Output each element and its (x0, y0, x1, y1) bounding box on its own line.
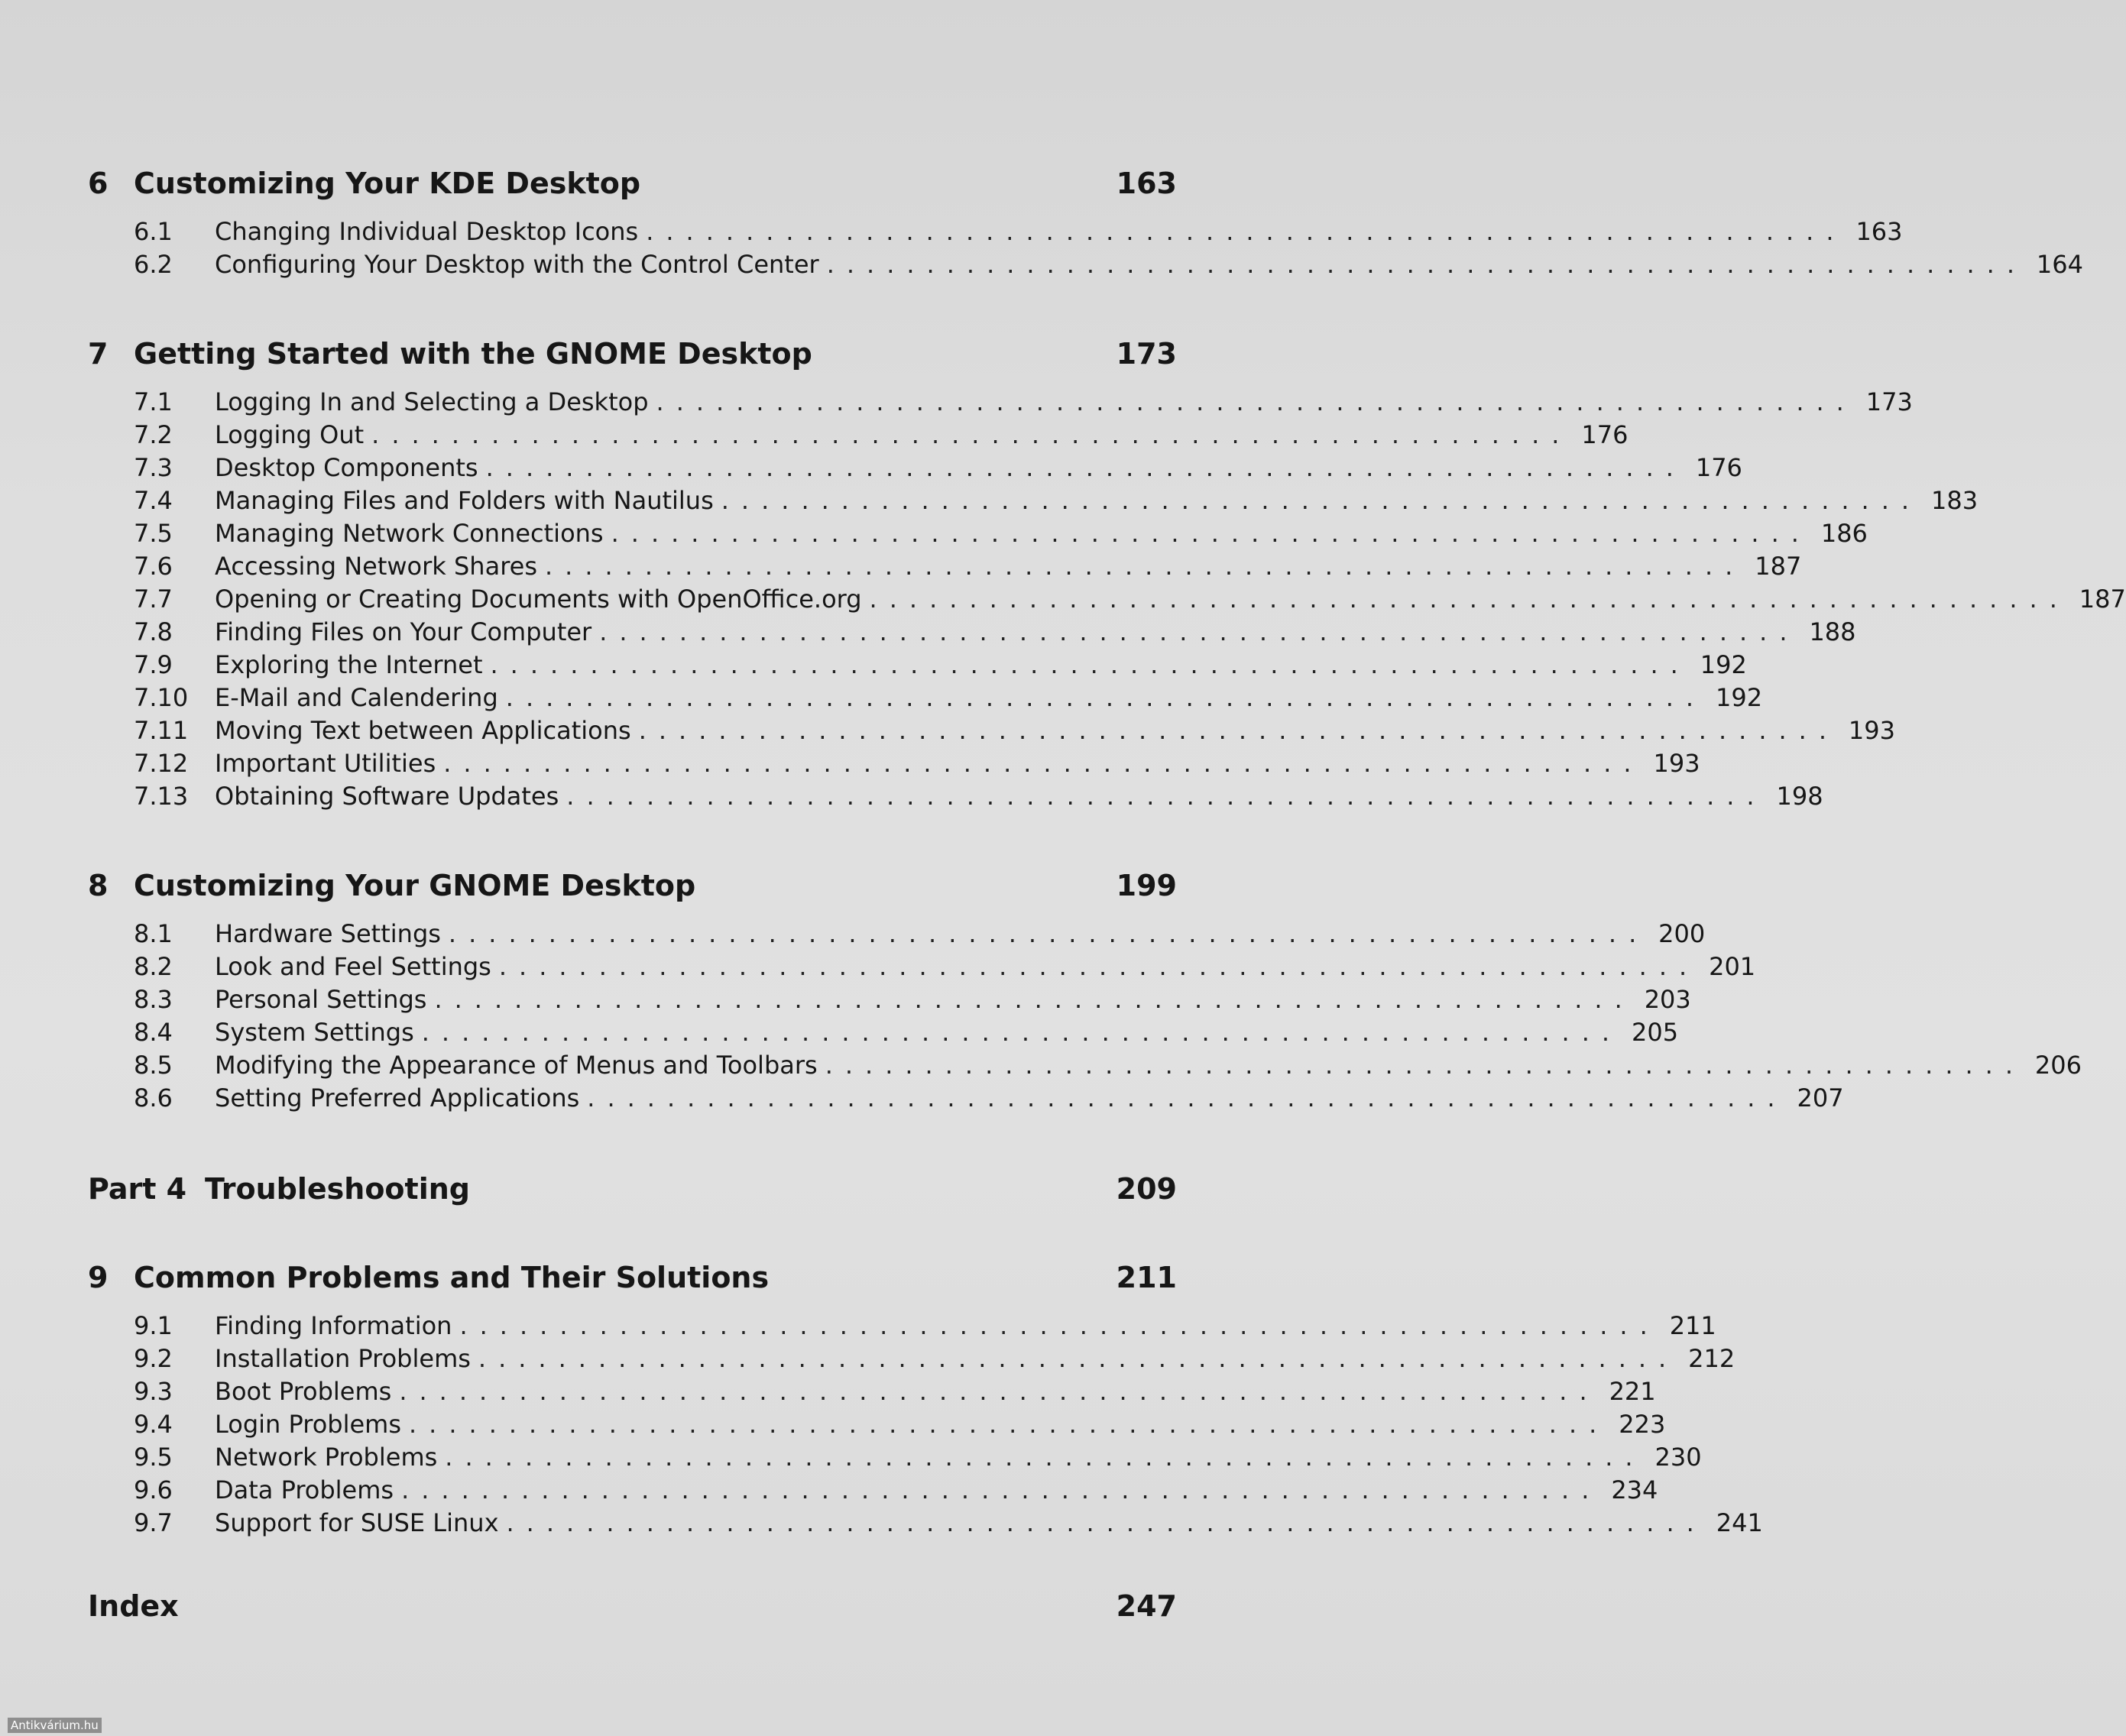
section-title: Modifying the Appearance of Menus and Toolbars (215, 1051, 818, 1080)
dot-leader: ............................................................ (611, 519, 1811, 548)
toc-entry (88, 649, 1747, 682)
dot-leader: ............................................................ (506, 1508, 1706, 1537)
dot-leader: ............................................................ (459, 1311, 1660, 1340)
section-page: 164 (2036, 250, 2083, 279)
section-title: Moving Text between Applications (215, 716, 631, 745)
section-title: Exploring the Internet (215, 650, 483, 679)
chapter-number: 6 (88, 167, 109, 200)
dot-leader: ............................................................ (490, 650, 1690, 679)
dot-leader: ............................................................ (434, 985, 1635, 1014)
dot-leader: ............................................................ (638, 716, 1839, 745)
section-number: 6.2 (134, 250, 173, 279)
toc-entry (88, 215, 1903, 248)
toc-entry (88, 1082, 1844, 1115)
section-number: 8.3 (134, 985, 173, 1014)
chapter-6 (88, 167, 2083, 281)
section-page: 230 (1654, 1443, 1702, 1472)
section-title: Data Problems (215, 1475, 394, 1504)
section-number: 7.6 (134, 552, 173, 581)
section-page: 201 (1709, 952, 1756, 981)
toc-entry (88, 452, 1742, 484)
chapter-title: Customizing Your KDE Desktop (134, 167, 641, 200)
chapter-7 (88, 337, 2126, 813)
section-page: 193 (1653, 749, 1700, 778)
section-page: 205 (1631, 1018, 1679, 1047)
section-page: 192 (1716, 683, 1763, 712)
watermark: Antikvárium.hu (8, 1718, 102, 1733)
section-page: 223 (1619, 1410, 1666, 1439)
section-number: 7.12 (134, 749, 189, 778)
dot-leader: ............................................................ (448, 919, 1649, 948)
dot-leader: ............................................................ (826, 250, 2027, 279)
toc-entry (88, 780, 1823, 813)
section-number: 7.2 (134, 420, 173, 449)
toc-entry (88, 714, 1895, 747)
toc-entry (88, 918, 1706, 951)
toc-entry (88, 983, 1691, 1016)
toc-entry (88, 517, 1868, 550)
part-4-heading (88, 1172, 1177, 1206)
section-title: Boot Problems (215, 1377, 392, 1406)
chapter-title: Customizing Your GNOME Desktop (134, 869, 696, 902)
chapter-page: 173 (1116, 337, 1177, 371)
section-page: 187 (2079, 585, 2126, 614)
section-number: 7.13 (134, 782, 189, 811)
section-title: Login Problems (215, 1410, 401, 1439)
dot-leader: ............................................................ (869, 585, 2069, 614)
section-title: Important Utilities (215, 749, 436, 778)
section-title: Support for SUSE Linux (215, 1508, 499, 1537)
chapter-number: 8 (88, 869, 109, 902)
section-title: Desktop Components (215, 453, 478, 482)
part-title: Troubleshooting (205, 1172, 470, 1206)
section-number: 8.4 (134, 1018, 173, 1047)
chapter-8 (88, 869, 2082, 1115)
section-number: 7.11 (134, 716, 189, 745)
chapter-9 (88, 1261, 1763, 1540)
section-number: 9.3 (134, 1377, 173, 1406)
section-title: Look and Feel Settings (215, 952, 491, 981)
section-page: 193 (1848, 716, 1895, 745)
section-number: 8.6 (134, 1083, 173, 1113)
section-number: 8.1 (134, 919, 173, 948)
section-page: 203 (1644, 985, 1691, 1014)
section-page: 211 (1669, 1311, 1716, 1340)
section-list (88, 918, 2082, 1115)
dot-leader: ............................................................ (498, 952, 1700, 981)
section-title: Network Problems (215, 1443, 438, 1472)
section-number: 7.5 (134, 519, 173, 548)
toc-entry (88, 1342, 1735, 1375)
section-number: 7.3 (134, 453, 173, 482)
section-title: Managing Files and Folders with Nautilus (215, 486, 714, 515)
toc-entry (88, 550, 1802, 583)
section-number: 8.2 (134, 952, 173, 981)
dot-leader: ............................................................ (401, 1475, 1602, 1504)
dot-leader: ............................................................ (599, 617, 1800, 646)
chapter-number: 9 (88, 1261, 109, 1294)
section-title: Finding Information (215, 1311, 452, 1340)
part-label: Part 4 (88, 1172, 187, 1206)
section-list (88, 386, 2126, 813)
toc-entry (88, 1016, 1679, 1049)
section-title: Setting Preferred Applications (215, 1083, 580, 1113)
toc-entry (88, 682, 1763, 714)
section-page: 176 (1581, 420, 1629, 449)
section-number: 9.5 (134, 1443, 173, 1472)
section-number: 9.6 (134, 1475, 173, 1504)
section-page: 187 (1755, 552, 1802, 581)
toc-entry (88, 419, 1629, 452)
section-page: 207 (1797, 1083, 1844, 1113)
section-number: 7.8 (134, 617, 173, 646)
section-title: Changing Individual Desktop Icons (215, 217, 639, 246)
toc-entry (88, 1441, 1702, 1474)
section-number: 9.7 (134, 1508, 173, 1537)
dot-leader: ............................................................ (505, 683, 1706, 712)
section-number: 7.4 (134, 486, 173, 515)
chapter-heading (88, 337, 1177, 371)
chapter-heading (88, 869, 1177, 902)
dot-leader: ............................................................ (445, 1443, 1645, 1472)
section-number: 8.5 (134, 1051, 173, 1080)
section-number: 7.9 (134, 650, 173, 679)
dot-leader: ............................................................ (421, 1018, 1622, 1047)
section-page: 241 (1716, 1508, 1763, 1537)
section-page: 212 (1688, 1344, 1735, 1373)
index-page: 247 (1116, 1589, 1177, 1623)
dot-leader: ............................................................ (545, 552, 1745, 581)
dot-leader: ............................................................ (721, 486, 1922, 515)
section-list (88, 215, 2083, 281)
section-page: 198 (1776, 782, 1823, 811)
section-title: System Settings (215, 1018, 414, 1047)
dot-leader: ............................................................ (409, 1410, 1609, 1439)
toc-entry (88, 248, 2083, 281)
dot-leader: ............................................................ (371, 420, 1572, 449)
section-title: E-Mail and Calendering (215, 683, 498, 712)
section-title: Opening or Creating Documents with OpenOffice.org (215, 585, 862, 614)
section-number: 9.2 (134, 1344, 173, 1373)
section-list (88, 1310, 1763, 1540)
section-page: 188 (1809, 617, 1856, 646)
dot-leader: ............................................................ (478, 1344, 1679, 1373)
dot-leader: ............................................................ (485, 453, 1686, 482)
dot-leader: ............................................................ (443, 749, 1644, 778)
section-title: Logging In and Selecting a Desktop (215, 387, 649, 416)
section-number: 7.7 (134, 585, 173, 614)
toc-entry (88, 583, 2126, 616)
dot-leader: ............................................................ (566, 782, 1767, 811)
section-title: Obtaining Software Updates (215, 782, 559, 811)
section-number: 9.1 (134, 1311, 173, 1340)
chapter-title: Common Problems and Their Solutions (134, 1261, 770, 1294)
section-page: 176 (1695, 453, 1742, 482)
section-title: Personal Settings (215, 985, 427, 1014)
section-page: 234 (1611, 1475, 1658, 1504)
section-page: 183 (1930, 486, 1979, 515)
toc-entry (88, 1375, 1656, 1408)
section-title: Installation Problems (215, 1344, 471, 1373)
section-title: Managing Network Connections (215, 519, 604, 548)
toc-entry (88, 1474, 1658, 1507)
section-number: 9.4 (134, 1410, 173, 1439)
dot-leader: ............................................................ (399, 1377, 1599, 1406)
chapter-page: 211 (1116, 1261, 1177, 1294)
index-title: Index (88, 1589, 179, 1623)
section-number: 7.1 (134, 387, 173, 416)
toc-entry (88, 484, 1979, 517)
toc-entry (88, 1049, 2082, 1082)
toc-entry (88, 747, 1700, 780)
section-title: Logging Out (215, 420, 365, 449)
toc-entry (88, 1507, 1763, 1540)
index-heading (88, 1589, 1177, 1623)
chapter-page: 163 (1116, 167, 1177, 200)
section-page: 200 (1658, 919, 1706, 948)
part-page: 209 (1116, 1172, 1177, 1206)
section-title: Hardware Settings (215, 919, 441, 948)
section-page: 206 (2034, 1051, 2082, 1080)
toc-entry (88, 951, 1756, 983)
section-page: 192 (1700, 650, 1747, 679)
dot-leader: ............................................................ (825, 1051, 2025, 1080)
section-page: 173 (1865, 387, 1913, 416)
toc-entry (88, 1310, 1716, 1342)
dot-leader: ............................................................ (656, 387, 1856, 416)
section-number: 7.10 (134, 683, 189, 712)
dot-leader: ............................................................ (587, 1083, 1787, 1113)
section-page: 221 (1609, 1377, 1656, 1406)
toc-entry (88, 1408, 1666, 1441)
chapter-title: Getting Started with the GNOME Desktop (134, 337, 812, 371)
chapter-page: 199 (1116, 869, 1177, 902)
toc-entry (88, 386, 1913, 419)
chapter-heading (88, 167, 1177, 200)
chapter-heading (88, 1261, 1177, 1294)
toc-entry (88, 616, 1856, 649)
section-title: Configuring Your Desktop with the Control Center (215, 250, 819, 279)
chapter-number: 7 (88, 337, 109, 371)
section-page: 163 (1855, 217, 1903, 246)
section-title: Accessing Network Shares (215, 552, 537, 581)
section-title: Finding Files on Your Computer (215, 617, 592, 646)
section-page: 186 (1820, 519, 1868, 548)
dot-leader: ............................................................ (646, 217, 1846, 246)
section-number: 6.1 (134, 217, 173, 246)
